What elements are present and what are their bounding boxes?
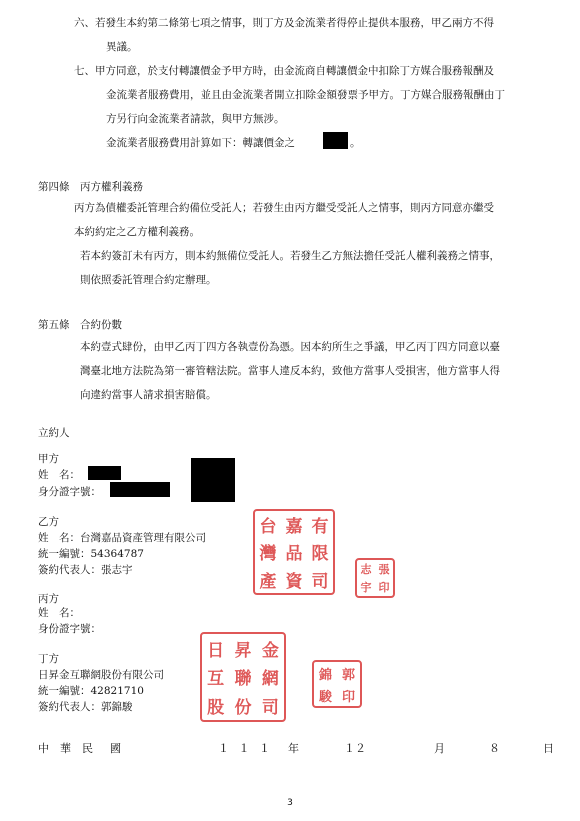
date-era-2: 華 — [60, 742, 71, 755]
article-5-line-2: 灣臺北地方法院為第一審管轄法院。當事人違反本約，致他方當事人受損害，他方當事人得 — [80, 365, 500, 377]
date-era-1: 中 — [38, 742, 49, 755]
party-c-name-label: 姓 名： — [38, 607, 80, 619]
article-5-heading: 第五條 合約份數 — [38, 319, 122, 331]
party-d-company-seal: 日 昇 金 互 聯 網 股 份 司 — [200, 632, 286, 722]
article-5-line-1: 本約壹式肆份，由甲乙丙丁四方各執壹份為憑。因本約所生之爭議，甲乙丙丁四方同意以臺 — [80, 341, 500, 353]
party-d-company: 日昇金互聯網股份有限公司 — [38, 669, 164, 681]
date-year: １ １ １ — [218, 742, 273, 755]
redacted-fee-rate — [323, 132, 348, 149]
date-day: ８ — [489, 742, 500, 755]
clause-7-line-1: 七、甲方同意，於支付轉讓價金予甲方時，由金流商自轉讓價金中扣除丁方媒合服務報酬及 — [74, 65, 494, 77]
date-era-4: 國 — [110, 742, 121, 755]
article-5-line-3: 向違約當事人請求損害賠償。 — [80, 389, 217, 401]
article-4-line-1: 丙方為債權委託管理合約備位受託人；若發生由丙方繼受受託人之情事，則丙方同意亦繼受 — [74, 202, 494, 214]
clause-6-line-1: 六、若發生本約第二條第七項之情事，則丁方及金流業者得停止提供本服務，甲乙兩方不得 — [74, 17, 494, 29]
date-month: １２ — [344, 742, 366, 755]
signatories-title: 立約人 — [38, 427, 70, 439]
page-number: 3 — [287, 798, 293, 808]
party-b-personal-seal: 志 張 宇 印 — [355, 558, 395, 598]
clause-7-line-2: 金流業者服務費用，並且由金流業者開立扣除金額發票予甲方。丁方媒合服務報酬由丁 — [106, 89, 505, 101]
party-d-representative: 簽約代表人：郭錦駿 — [38, 701, 133, 713]
party-a-id-label: 身分證字號： — [38, 486, 101, 498]
article-4-line-3: 若本約簽訂未有丙方，則本約無備位受託人。若發生乙方無法擔任受託人權利義務之情事， — [80, 250, 500, 262]
date-month-label: 月 — [434, 742, 445, 755]
redacted-party-a-seal — [191, 458, 235, 502]
party-b-representative: 簽約代表人：張志宇 — [38, 564, 133, 576]
fee-formula-end: 。 — [350, 137, 361, 149]
date-era-3: 民 — [82, 742, 93, 755]
party-a-name-label: 姓 名： — [38, 469, 80, 481]
party-d-personal-seal: 錦 郭 駿 印 — [312, 660, 362, 708]
party-b-company-seal: 台 嘉 有 灣 品 限 產 資 司 — [253, 509, 335, 595]
party-c-label: 丙方 — [38, 593, 59, 605]
party-d-tax-id: 統一編號：42821710 — [38, 685, 144, 697]
article-4-line-4: 則依照委託管理合約定辦理。 — [80, 274, 217, 286]
party-b-tax-id: 統一編號：54364787 — [38, 548, 144, 560]
clause-6-line-2: 異議。 — [106, 41, 138, 53]
fee-formula-line: 金流業者服務費用計算如下：轉讓價金之 — [106, 137, 295, 149]
party-c-id-label: 身份證字號： — [38, 623, 101, 635]
article-4-line-2: 本約約定之乙方權利義務。 — [74, 226, 200, 238]
party-b-label: 乙方 — [38, 516, 59, 528]
date-year-label: 年 — [288, 742, 299, 755]
article-4-heading: 第四條 丙方權利義務 — [38, 181, 143, 193]
party-a-label: 甲方 — [38, 453, 59, 465]
party-d-label: 丁方 — [38, 653, 59, 665]
date-day-label: 日 — [543, 742, 554, 755]
party-b-name: 姓 名：台灣嘉品資產管理有限公司 — [38, 532, 206, 544]
redacted-party-a-name — [88, 466, 121, 480]
redacted-party-a-id — [110, 482, 170, 497]
clause-7-line-3: 方另行向金流業者請款，與甲方無涉。 — [106, 113, 285, 125]
